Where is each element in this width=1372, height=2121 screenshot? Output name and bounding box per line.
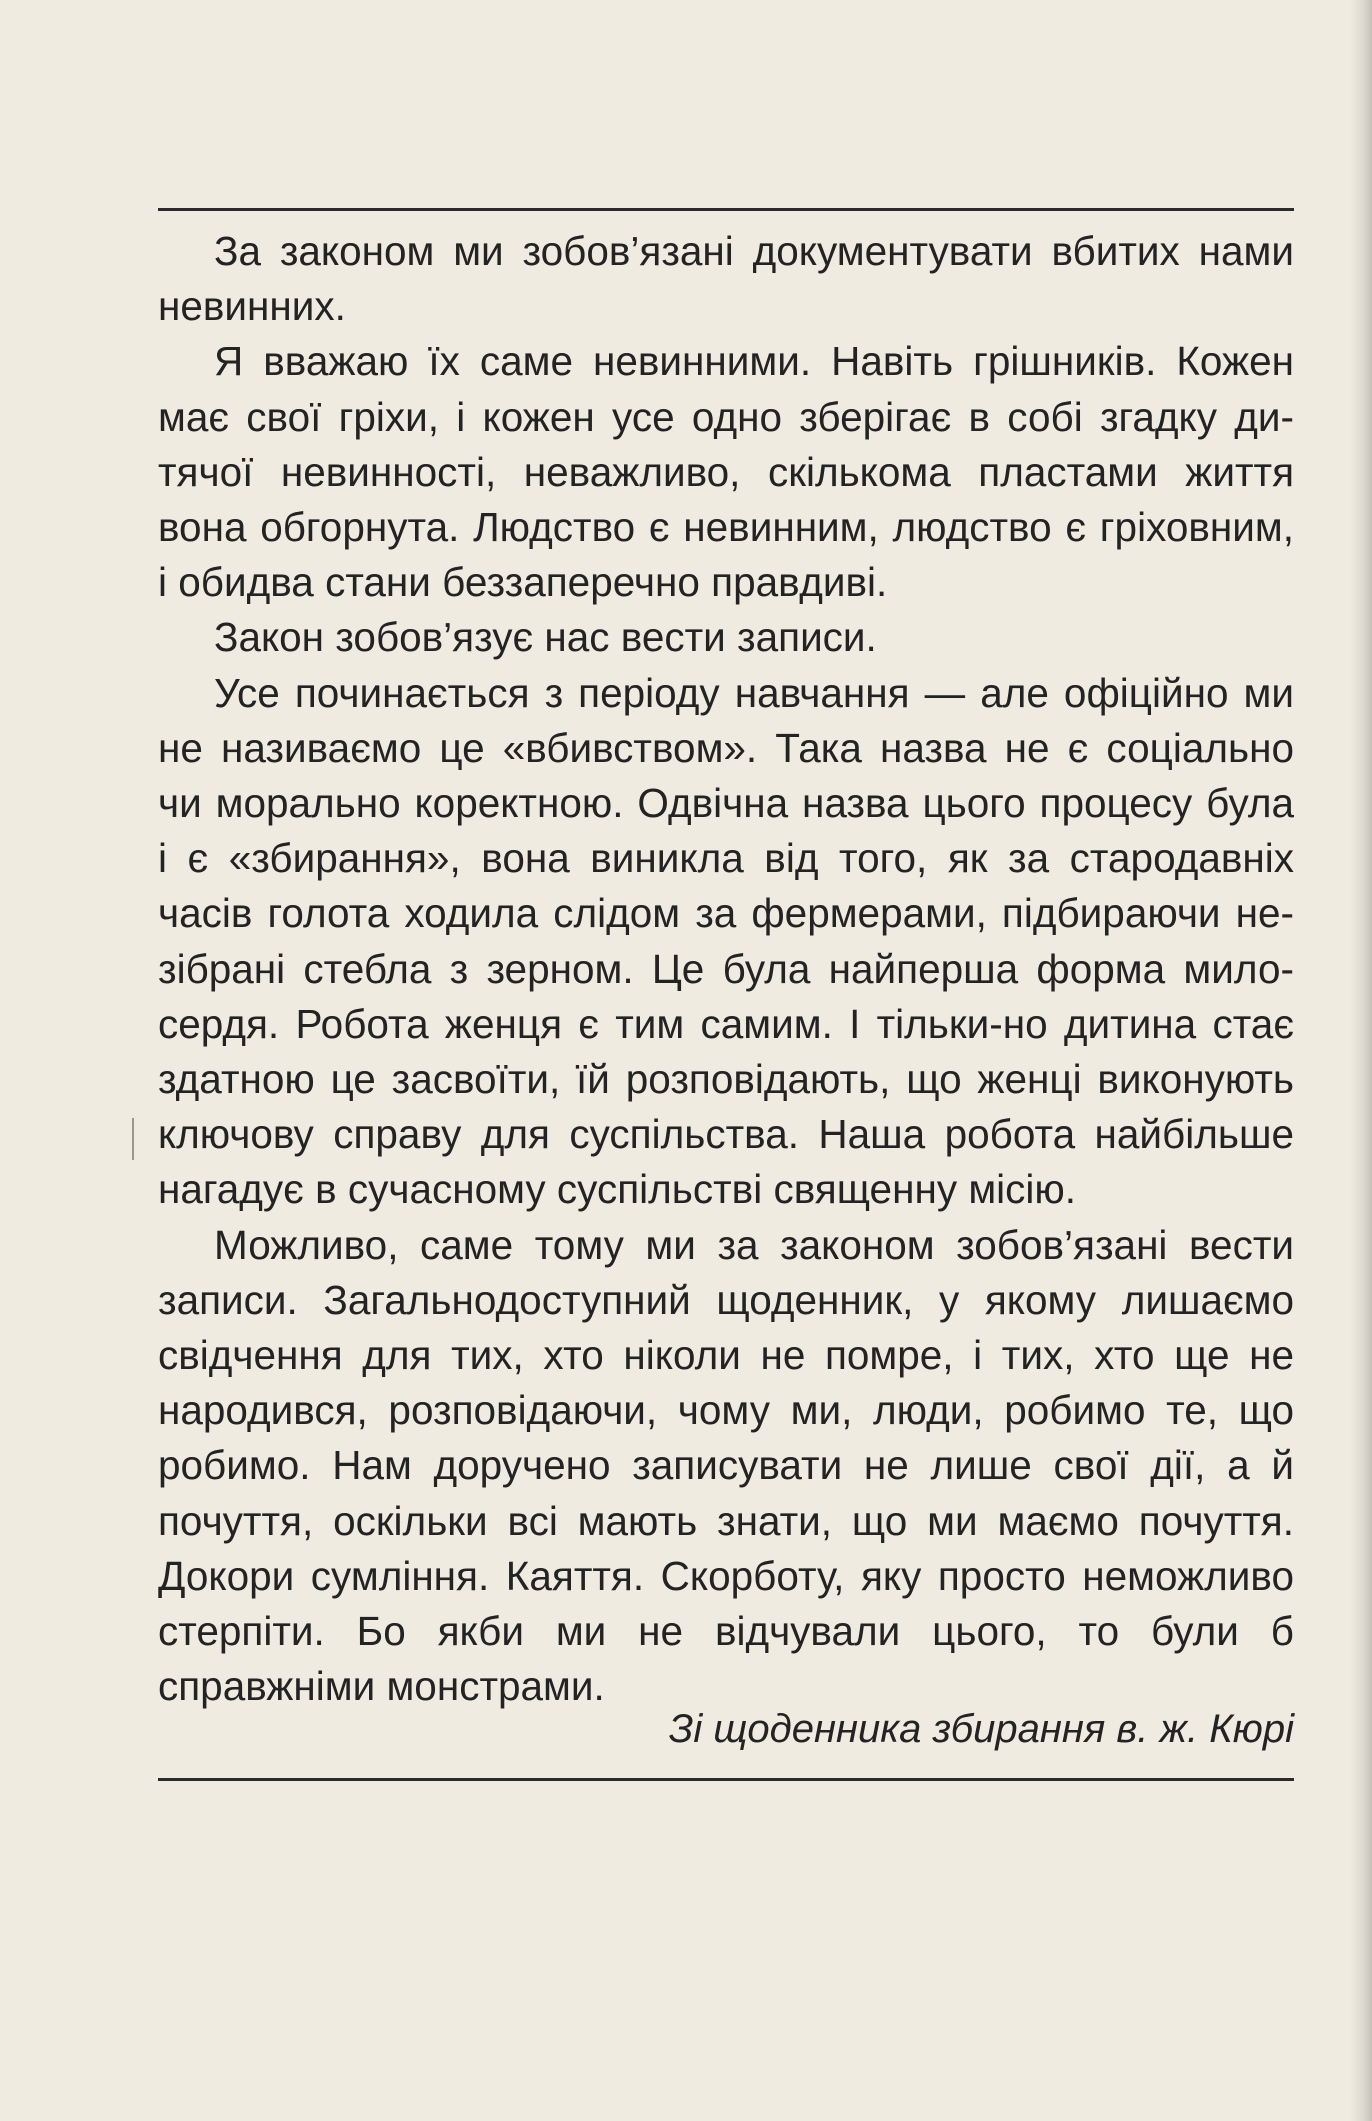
paragraph: Я вважаю їх саме невинними. Навіть грішників. Кожен має свої гріхи, і кожен усе одно зберігає в собі згадку дитячої невинності, неважливо, скількома пластами життя вона обгорнута. Людство є невинним, людство є гріховним, і обидва стани беззаперечно правдиві. (158, 338, 1294, 606)
bottom-divider (158, 1778, 1294, 1781)
margin-mark (132, 1118, 134, 1160)
epigraph-text (158, 224, 1294, 1714)
paragraph: За законом ми зобов’язані документувати вбитих нами невинних. (158, 228, 1294, 330)
top-divider (158, 208, 1294, 211)
paragraph: Закон зобов’язує нас вести записи. (214, 614, 877, 661)
paragraph: Можливо, саме тому ми за законом зобов’язані вести записи. Загальнодоступний щоденник, у якому лишаємо свідчення для тих, хто ніколи не помре, і тих, хто ще не народився, розповідаючи, чому ми, люди, робимо те, що робимо. Нам доручено записувати не лише свої дії, а й почуття, оскільки всі мають знати, що ми маємо почуття. Докори сумління. Каяття. Скорботу, яку просто неможливо стерпіти. Бо якби ми не відчували цього, то були б справжніми монстрами. (158, 1221, 1294, 1710)
paragraph: Усе починається з періоду навчання — але офіційно ми не називаємо це «вбивством». Така назва не є соціально чи морально коректною. Одвічна назва цього процесу була і є «збирання», вона виникла від того, як за стародавніх часів голота ходила слідом за фермерами, підбираючи незібрані стебла з зерном. Це була найперша форма милосердя. Робота женця є тим самим. І тільки-но дитина стає здатною це засвоїти, їй розповідають, що женці виконують ключову справу для суспільства. Наша робота найбільше нагадує в сучасному суспільстві священну місію. (158, 669, 1294, 1213)
attribution: Зі щоденника збирання в. ж. Кюрі (668, 1707, 1294, 1751)
